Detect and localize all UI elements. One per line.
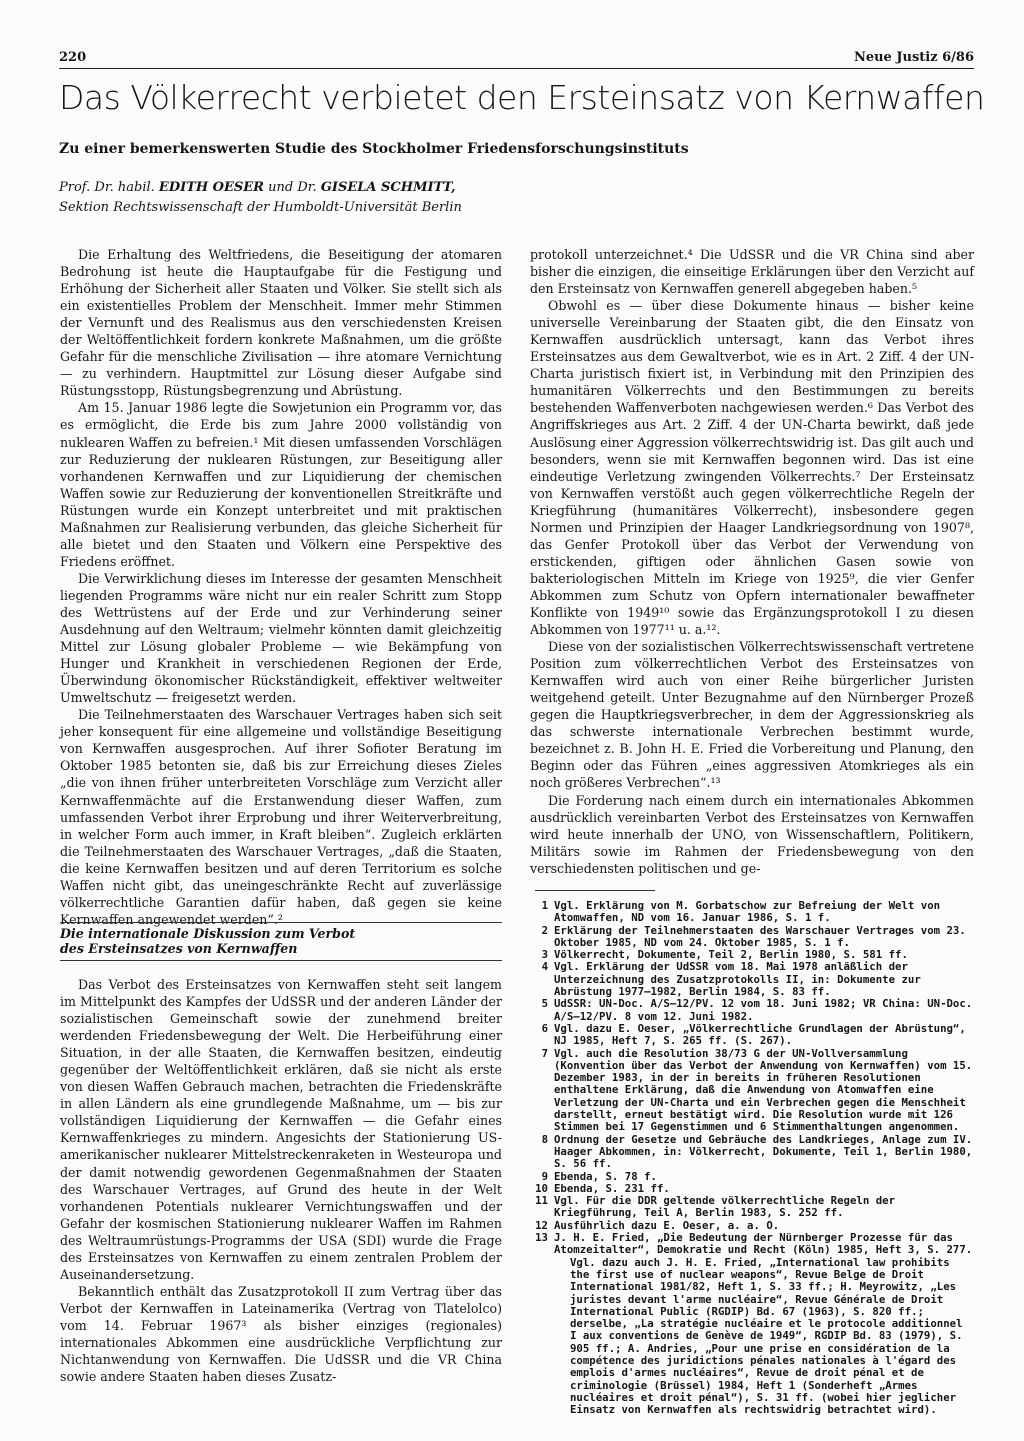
footnote-text: Vgl. auch die Resolution 38/73 G der UN-Vollversammlung (Konvention über das Verbot der Anwendung von Kernwaffen) vom 15. Dezember 1983, in der in bereits in früheren Resolutionen enthaltene Erklärung, daß die Anwendung von Atomwaffen eine Verletzung der UN-Charta und ein Verbrechen gegen die Menschheit darstellt, erneut bestätigt wird. Die Resolution wurde mit 126 Stimmen bei 17 Gegenstimmen und 6 Stimmenthaltungen angenommen. — [554, 1046, 973, 1134]
authors-prefix: Prof. Dr. habil. — [59, 180, 159, 195]
footnote-rule — [535, 890, 655, 891]
footnote-text: Ebenda, S. 78 f. — [554, 1169, 657, 1183]
paragraph: Diese von der sozialistischen Völkerrechtswissenschaft vertretene Position zum völkerrechtlichen Verbot des Ersteinsatzes von Kernwaffen wird auch von einer Reihe bürgerlicher Juristen weitgehend geteilt. Unter Bezugnahme auf den Nürnberger Prozeß gegen die Hauptkriegsverbrecher, in dem der Aggressionskrieg als das schwerste internationale Verbrechen bestimmt wurde, bezeichnet z. B. John H. E. Fried die Vorbereitung und Planung, den Beginn oder das Führen „eines aggressiven Atomkrieges als ein noch größeres Verbrechen“.¹³ — [530, 639, 974, 791]
footnote — [530, 925, 974, 950]
footnote-number: 8 — [541, 1132, 548, 1146]
footnote-text: UdSSR: UN-Doc. A/S—12/PV. 12 vom 18. Juni 1982; VR China: UN-Doc. A/S—12/PV. 8 vom 12. Juni 1982. — [554, 997, 973, 1023]
footnotes — [530, 899, 974, 1417]
footnote-number: 5 — [541, 997, 548, 1011]
footnote-text: Vgl. Erklärung von M. Gorbatschow zur Befreiung der Welt von Atomwaffen, ND vom 16. Januar 1986, S. 1 f. — [554, 899, 941, 925]
footnote-number: 2 — [541, 923, 548, 937]
journal-issue: Neue Justiz 6/86 — [853, 50, 974, 65]
footnote-number: 1 — [541, 899, 548, 912]
right-column — [530, 246, 974, 882]
footnote-text: Vgl. dazu E. Oeser, „Völkerrechtliche Grundlagen der Abrüstung“, NJ 1985, Heft 7, S. 265 ff. (S. 267). — [554, 1021, 966, 1048]
footnote-continuation: Vgl. dazu auch J. H. E. Fried, „International law prohibits the first use of nuclear weapons“, Revue Belge de Droit International 1981/82, Heft 1, S. 33 ff.; H. Meyrowitz, „Les juristes devant l'arme nucléaire“, Revue Générale de Droit International Public (RGDIP) Bd. 67 (1963), S. 820 ff.; derselbe, „La stratégie nucléaire et le protocole additionnel I aux conventions de Genève de 1949“, RGDIP Bd. 83 (1979), S. 905 ff.; A. Andries, „Pour une prise en considération de la compétence des juridictions pénales nationales à l'égard des emplois d'armes nucléaires“, Revue de droit pénal et de criminologie (Brüssel) 1984, Heft 1 (Sonderheft „Armes nucléaires et droit pénal“), S. 31 ff. (wobei hier jeglicher Einsatz von Kernwaffen als rechtswidrig betrachtet wird). — [570, 1255, 963, 1417]
paragraph: Die Erhaltung des Weltfriedens, die Beseitigung der atomaren Bedrohung ist heute die Hauptaufgabe für die Festigung und Erhöhung der Sicherheit aller Staaten und Völker. Sie stellt sich als ein existentielles Problem der Menschheit. Immer mehr Stimmen der Vernunft und des Realismus aus den verschiedensten Kreisen der Weltöffentlichkeit fordern konkrete Maßnahmen, um die größte Gefahr für die menschliche Zivilisation — ihre atomare Vernichtung — zu verhindern. Hauptmittel zur Lösung dieser Aufgabe sind Rüstungsstopp, Rüstungsbegrenzung und Abrüstung. — [60, 247, 502, 399]
footnote-number: 4 — [541, 960, 548, 974]
footnote-text: Erklärung der Teilnehmerstaaten des Warschauer Vertrages vom 23. Oktober 1985, ND vom 24. Oktober 1985, S. 1 f. — [554, 923, 966, 949]
footnote — [530, 1232, 974, 1257]
footnote-text: J. H. E. Fried, „Die Bedeutung der Nürnberger Prozesse für das Atomzeitalter“, Demokratie und Recht (Köln) 1985, Heft 3, S. 277. — [554, 1231, 973, 1257]
paragraph: Die Forderung nach einem durch ein internationales Abkommen ausdrücklich vereinbarten Verbot des Ersteinsatzes von Kernwaffen wird heute innerhalb der UNO, von Wissenschaftlern, Politikern, Militärs sowie im Rahmen der Friedensbewegung von den verschiedensten politischen und ge- — [530, 792, 974, 876]
footnote-text: Ebenda, S. 231 ff. — [554, 1181, 670, 1195]
footnote — [530, 1171, 974, 1183]
paragraph: protokoll unterzeichnet.⁴ Die UdSSR und die VR China sind aber bisher die einzigen, die einseitige Erklärungen über den Verzicht auf den Ersteinsatz von Kernwaffen generell abgegeben haben.⁵ — [530, 247, 974, 297]
footnote-number: 10 — [535, 1181, 548, 1195]
footnote-text: Vgl. Für die DDR geltende völkerrechtliche Regeln der Kriegführung, Teil A, Berlin 1983, S. 252 ff. — [554, 1194, 896, 1220]
footnote-text: Vgl. Erklärung der UdSSR vom 18. Mai 1978 anläßlich der Unterzeichnung des Zusatzprotokolls II, in: Dokumente zur Abrüstung 1977—1982, Berlin 1984, S. 83 ff. — [554, 960, 921, 999]
footnote-text: Völkerrecht, Dokumente, Teil 2, Berlin 1980, S. 581 ff. — [554, 948, 908, 962]
footnote — [530, 1048, 974, 1134]
paragraph: Das Verbot des Ersteinsatzes von Kernwaffen steht seit langem im Mittelpunkt des Kampfes der UdSSR und der anderen Länder der sozialistischen Gemeinschaft sowie der zunehmend breiter werdenden Friedensbewegung der Welt. Die Herbeiführung einer Situation, in der alle Staaten, die Kernwaffen besitzen, eindeutig gegenüber der Weltöffentlichkeit erklären, daß sie nicht als erste von diesen Waffen Gebrauch machen, betrachten die Friedenskräfte in allen Ländern als eine grundlegende Maßnahme, um — bis zur vollständigen Liquidierung der Kernwaffen — die Gefahr eines Kernwaffenkrieges zu mindern. Angesichts der Stationierung US-amerikanischer nuklearer Mittelstreckenraketen in Westeuropa und der damit notwendig gewordenen Gegenmaßnahmen der Staaten des Warschauer Vertrages, auf Grund des heute in der Welt vorhandenen Potentials nuklearer Vernichtungswaffen und der Gefahr der kosmischen Stationierung nuklearer Waffen im Rahmen des Weltraumrüstungs-Programms der USA (SDI) wurde die Frage des Ersteinsatzes von Kernwaffen zu einem zentralen Problem der Auseinandersetzung. — [60, 977, 502, 1282]
author-block — [59, 178, 462, 218]
author-line — [59, 178, 462, 198]
footnote — [530, 900, 974, 925]
footnote-number: 13 — [535, 1231, 548, 1245]
authors-connector: und Dr. — [264, 180, 321, 195]
footnote-number: 7 — [541, 1046, 548, 1060]
footnote — [530, 1195, 974, 1220]
footnote — [530, 961, 974, 998]
article-subtitle: Zu einer bemerkenswerten Studie des Stockholmer Friedensforschungsinstituts — [59, 141, 689, 157]
left-column-lower — [60, 976, 502, 1385]
footnote — [530, 998, 974, 1023]
left-column-upper — [60, 246, 502, 927]
paragraph: Obwohl es — über diese Dokumente hinaus — bisher keine universelle Vereinbarung der Staaten gibt, die den Einsatz von Kernwaffen ausdrücklich untersagt, kann das Verbot ihres Ersteinsatzes aus dem Gewaltverbot, wie es in Art. 2 Ziff. 4 der UN-Charta juristisch fixiert ist, in Verbindung mit den Prinzipien des humanitären Völkerrechts und den Bestimmungen zu bereits bestehenden Waffenverboten nachgewiesen werden.⁶ Das Verbot des Angriffskrieges aus Art. 2 Ziff. 4 der UN-Charta bewirkt, daß jede Auslösung einer Aggression völkerrechtswidrig ist. Das gilt auch und besonders, wenn sie mit Kernwaffen begonnen wird. Das ist eine eindeutige Verletzung zwingenden Völkerrechts.⁷ Der Ersteinsatz von Kernwaffen verstößt auch gegen völkerrechtliche Regeln der Kriegführung (humanitäres Völkerrecht), insbesondere gegen Normen und Prinzipien der Haager Landkriegsordnung von 1907⁸, das Genfer Protokoll über das Verbot der Verwendung von erstickenden, giftigen oder ähnlichen Gasen sowie von bakteriologischen Mitteln im Kriege von 1925⁹, die vier Genfer Abkommen zum Schutz von Opfern internationaler bewaffneter Konflikte von 1949¹⁰ sowie das Ergänzungsprotokoll I zu diesen Abkommen von 1977¹¹ u. a.¹². — [530, 298, 974, 638]
section-heading: Die internationale Diskussion zum Verbot des Ersteinsatzes von Kernwaffen — [60, 926, 356, 956]
header-rule — [59, 68, 974, 69]
footnote-number: 9 — [541, 1169, 548, 1183]
footnote-text: Ausführlich dazu E. Oeser, a. a. O. — [554, 1218, 780, 1232]
footnote — [530, 1023, 974, 1048]
footnote — [530, 1134, 974, 1171]
footnote-number: 3 — [541, 948, 548, 962]
page-number: 220 — [59, 50, 87, 65]
footnote-text: Ordnung der Gesetze und Gebräuche des Landkrieges, Anlage zum IV. Haager Abkommen, in: Völkerrecht, Dokumente, Teil 1, Berlin 1980, S. 56 ff. — [554, 1132, 973, 1171]
author-name: EDITH OESER — [158, 180, 264, 195]
footnote-number: 6 — [541, 1021, 548, 1035]
paragraph: Die Teilnehmerstaaten des Warschauer Vertrages haben sich seit jeher konsequent für eine allgemeine und vollständige Beseitigung von Kernwaffen ausgesprochen. Auf ihrer Sofioter Beratung im Oktober 1985 betonten sie, daß bis zur Erreichung dieses Zieles „die von ihnen früher unterbreiteten Vorschläge zum Verzicht aller Kernwaffenmächte auf die Erstanwendung dieser Waffen, zum umfassenden Verbot ihrer Erprobung und ihrer Weiterverbreitung, in welcher Form auch immer, in Kraft bleiben“. Zugleich erklärten die Teilnehmerstaaten des Warschauer Vertrages, „daß die Staaten, die keine Kernwaffen besitzen und auf deren Territorium es solche Waffen nicht gibt, das uneingeschränkte Recht auf zuverlässige völkerrechtliche Garantien dafür haben, daß gegen sie keine Kernwaffen angewendet werden“.² — [60, 707, 502, 927]
article-title: Das Völkerrecht verbietet den Ersteinsatz von Kernwaffen — [59, 78, 985, 117]
section-rule-top — [60, 922, 502, 923]
section-rule-bottom — [60, 960, 502, 961]
footnote-number: 12 — [535, 1218, 548, 1232]
footnote-number: 11 — [535, 1194, 548, 1208]
author-name: GISELA SCHMITT, — [320, 180, 456, 195]
paragraph: Bekanntlich enthält das Zusatzprotokoll II zum Vertrag über das Verbot der Kernwaffen in Lateinamerika (Vertrag von Tlatelolco) vom 14. Februar 1967³ als bisher einziges (regionales) internationales Abkommen eine ausdrückliche Verpflichtung zur Nichtanwendung von Kernwaffen. Die UdSSR und die VR China sowie andere Staaten haben dieses Zusatz- — [60, 1283, 502, 1385]
paragraph: Am 15. Januar 1986 legte die Sowjetunion ein Programm vor, das es ermöglicht, die Erde bis zum Jahre 2000 vollständig von nuklearen Waffen zu befreien.¹ Mit diesen umfassenden Vorschlägen zur Reduzierung der nuklearen Rüstungen, zur Beseitigung aller vorhandenen Kernwaffen und zur Liquidierung der chemischen Waffen sowie zur Reduzierung der konventionellen Streitkräfte und Rüstungen wurde ein Konzept unterbreitet und mit praktischen Maßnahmen zur Realisierung verbunden, das gleiche Sicherheit für alle bietet und den Staaten und Völkern eine Perspektive des Friedens eröffnet. — [60, 400, 502, 569]
author-affiliation: Sektion Rechtswissenschaft der Humboldt-Universität Berlin — [59, 200, 462, 215]
paragraph: Die Verwirklichung dieses im Interesse der gesamten Menschheit liegenden Programms wäre nicht nur ein realer Schritt zum Stopp des Wettrüstens auf der Erde und zur Verhinderung seiner Ausdehnung auf den Weltraum; vielmehr könnten damit gleichzeitig Mittel zur Lösung globaler Probleme — wie Bekämpfung von Hunger und Krankheit in verschiedenen Regionen der Erde, Überwindung ökonomischer Rückständigkeit, effektiver weltweiter Umweltschutz — freigesetzt werden. — [60, 570, 502, 706]
